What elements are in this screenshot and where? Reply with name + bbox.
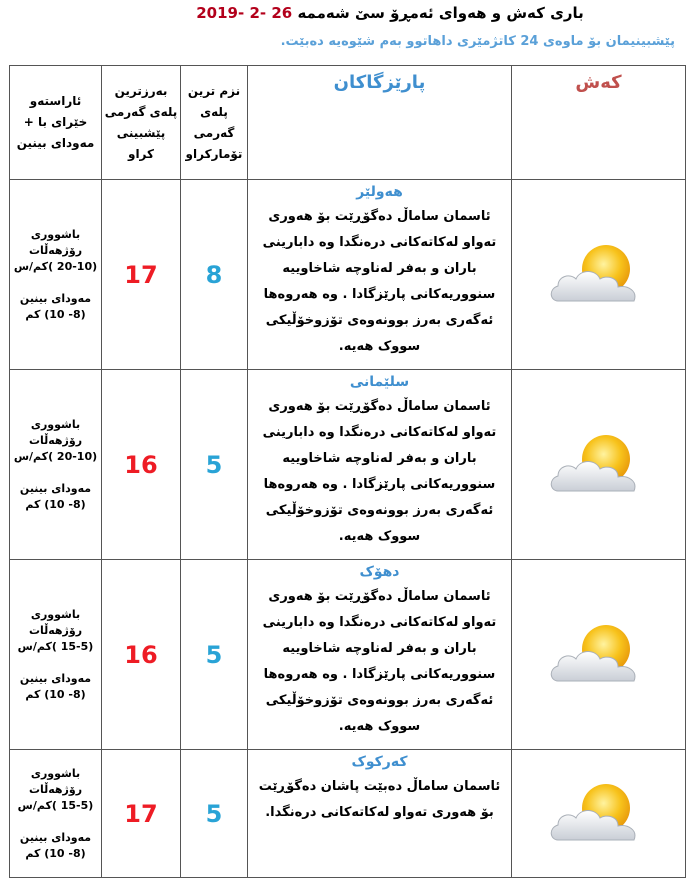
visibility-value: (8- 10) کم [25,307,86,321]
wind-value: (15-5 )کم/س [17,798,94,812]
city-name: دهۆک [359,564,400,580]
wind-label: باشووری رۆژهەڵات [28,607,83,637]
city-cell [248,180,512,370]
max-temp: 17 [102,750,181,878]
city-cell [248,370,512,560]
forecast-table [9,65,686,878]
city-name: هەولێر [356,184,403,200]
wind-label: باشووری رۆژهەڵات [28,227,83,257]
weather-icon-cell [512,560,686,750]
wind-label: باشووری رۆژهەڵات [28,417,83,447]
forecast-subtitle: پێشبینیمان بۆ ماوەی 24 کاتژمێری داهاتوو بەم شێوەیە دەبێت. [280,34,675,49]
wind-value: (15-5 )کم/س [17,639,94,653]
table-row [10,560,686,750]
weather-description: ئاسمان ساماڵ دەبێت پاشان دەگۆڕێت بۆ هەوری تەواو لەکاتەکانی درەنگدا. [258,779,501,820]
table-row [10,750,686,878]
visibility-label: مەودای بینین [19,481,92,495]
max-temp: 16 [102,370,181,560]
city-cell [248,750,512,878]
wind-label: باشووری رۆژهەڵات [28,766,83,796]
city-cell [248,560,512,750]
wind-visibility-cell [10,370,102,560]
header-max-temp: بەرزترین پلەی گەرمی پێشبینی کراو [102,66,181,180]
city-name: سلێمانی [349,374,410,390]
visibility-value: (8- 10) کم [25,687,86,701]
wind-visibility-cell [10,180,102,370]
header-min-temp: نزم ترین پلەی گەرمی تۆمارکراو [181,66,248,180]
min-temp: 5 [181,560,248,750]
partly-cloudy-icon [544,774,654,854]
visibility-value: (8- 10) کم [25,497,86,511]
header-notes: ئاراستەو خێرای با + مەودای بینین [10,66,102,180]
min-temp: 8 [181,180,248,370]
visibility-label: مەودای بینین [19,671,92,685]
page-title [150,4,620,22]
min-temp: 5 [181,750,248,878]
header-weather: کەش [512,66,686,180]
title-text: باری کەش و هەوای ئەمڕۆ سێ شەممە [297,4,584,22]
title-date: 26 -2 -2019 [196,4,293,22]
partly-cloudy-icon [544,235,654,315]
table-row [10,180,686,370]
visibility-label: مەودای بینین [19,291,92,305]
weather-icon-cell [512,180,686,370]
city-name: کەرکوک [351,754,408,770]
visibility-value: (8- 10) کم [25,846,86,860]
weather-description: ئاسمان ساماڵ دەگۆڕێت بۆ هەوری تەواو لەکاتەکانی درەنگدا وە دابارینی باران و بەفر لەناوچە شاخاوییە سنووریەکانی پارێزگادا . وە هەروەها ئەگەری بەرز بوونەوەی تۆزوخۆڵیکی سووک هەیە. [262,399,497,544]
visibility-label: مەودای بینین [19,830,92,844]
wind-visibility-cell [10,750,102,878]
table-row [10,370,686,560]
header-cities: پارێزگاکان [248,66,512,180]
max-temp: 17 [102,180,181,370]
min-temp: 5 [181,370,248,560]
wind-visibility-cell [10,560,102,750]
table-header-row [10,66,686,180]
partly-cloudy-icon [544,425,654,505]
wind-value: (20-10 )کم/س [13,259,98,273]
weather-description: ئاسمان ساماڵ دەگۆڕێت بۆ هەوری تەواو لەکاتەکانی درەنگدا وە دابارینی باران و بەفر لەناوچە شاخاوییە سنووریەکانی پارێزگادا . وە هەروەها ئەگەری بەرز بوونەوەی تۆزوخۆڵیکی سووک هەیە. [262,209,497,354]
max-temp: 16 [102,560,181,750]
wind-value: (20-10 )کم/س [13,449,98,463]
weather-icon-cell [512,370,686,560]
weather-description: ئاسمان ساماڵ دەگۆڕێت بۆ هەوری تەواو لەکاتەکانی درەنگدا وە دابارینی باران و بەفر لەناوچە شاخاوییە سنووریەکانی پارێزگادا . وە هەروەها ئەگەری بەرز بوونەوەی تۆزوخۆڵیکی سووک هەیە. [262,589,497,734]
weather-icon-cell [512,750,686,878]
partly-cloudy-icon [544,615,654,695]
